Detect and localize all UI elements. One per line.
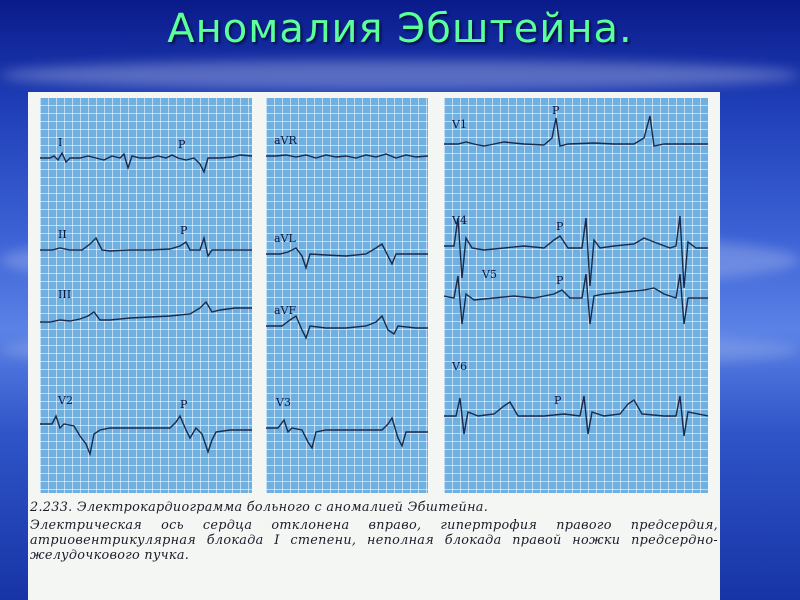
lead-label: aVR: [274, 134, 297, 147]
lead-label: III: [58, 288, 72, 301]
ecg-panel-middle: [266, 98, 428, 493]
lead-label: aVF: [274, 304, 297, 317]
ecg-trace-lead-V2: [40, 416, 252, 454]
ecg-trace-lead-aVR: [266, 154, 428, 158]
ecg-panel-right: [444, 98, 708, 493]
lead-label: V6: [452, 360, 467, 373]
figure-caption: [30, 500, 718, 563]
ecg-trace-lead-II: [40, 238, 252, 256]
background-streak: [0, 60, 800, 90]
ecg-trace-lead-V1: [444, 116, 708, 146]
ecg-trace-lead-aVL: [266, 244, 428, 268]
p-wave-label: P: [556, 220, 564, 233]
lead-label: V2: [58, 394, 73, 407]
ecg-trace-lead-I: [40, 153, 252, 172]
ecg-figure: [28, 92, 720, 600]
p-wave-label: P: [178, 138, 186, 151]
lead-label: II: [58, 228, 67, 241]
ecg-traces-middle: [266, 98, 428, 493]
ecg-trace-lead-III: [40, 302, 252, 322]
lead-label: V5: [482, 268, 497, 281]
p-wave-label: P: [180, 224, 188, 237]
lead-label: V3: [276, 396, 291, 409]
ecg-trace-lead-V3: [266, 418, 428, 448]
lead-label: I: [58, 136, 63, 149]
ecg-trace-lead-aVF: [266, 316, 428, 338]
p-wave-label: P: [552, 104, 560, 117]
ecg-trace-lead-V6: [444, 396, 708, 436]
ecg-panel-left: [40, 98, 252, 493]
lead-label: V1: [452, 118, 467, 131]
ecg-traces-left: [40, 98, 252, 493]
caption-text: Электрическая ось сердца отклонена вправо, гипертрофия правого предсердия, атриовентрикулярная блокада I степени, неполная блокада правой ножки предсердно-желудочкового пучка.: [30, 518, 718, 563]
lead-label: aVL: [274, 232, 296, 245]
lead-label: V4: [452, 214, 467, 227]
p-wave-label: P: [180, 398, 188, 411]
slide-title: Аномалия Эбштейна.: [167, 6, 633, 52]
ecg-trace-lead-V5: [444, 274, 708, 324]
caption-title: 2.233. Электрокардиограмма больного с аномалией Эбштейна.: [30, 500, 489, 515]
p-wave-label: P: [556, 274, 564, 287]
p-wave-label: P: [554, 394, 562, 407]
ecg-traces-right: [444, 98, 708, 493]
